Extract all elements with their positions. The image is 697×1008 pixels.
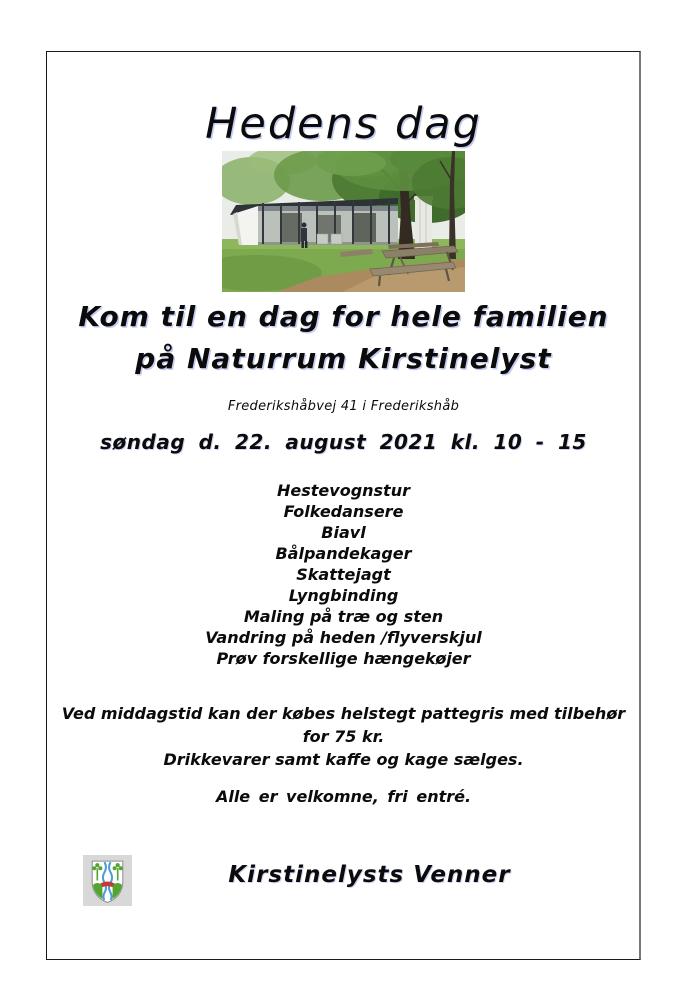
activity-item: Biavl (321, 523, 366, 542)
food-info-line3: Drikkevarer samt kaffe og kage sælges. (163, 750, 524, 769)
event-photo (222, 151, 465, 292)
activity-item: Folkedansere (283, 502, 404, 521)
activities-list (46, 480, 641, 669)
activity-item: Maling på træ og sten (243, 607, 444, 626)
activity-item: Bålpandekager (275, 544, 412, 563)
food-info-line2: for 75 kr. (302, 727, 385, 746)
pavilion-photo-illustration (222, 151, 465, 292)
food-info (46, 702, 641, 771)
event-heading-line2: på Naturrum Kirstinelyst (135, 342, 552, 375)
event-heading (46, 296, 641, 380)
event-address: Frederikshåbvej 41 i Frederikshåb (227, 399, 460, 414)
activity-item: Skattejagt (296, 565, 391, 584)
event-datetime: søndag d. 22. august 2021 kl. 10 - 15 (100, 430, 587, 454)
activity-item: Vandring på heden /flyverskjul (205, 628, 482, 647)
flyer-title: Hedens dag (205, 99, 482, 149)
activity-item: Hestevognstur (277, 481, 410, 500)
activity-item: Prøv forskellige hængekøjer (216, 649, 471, 668)
welcome-line: Alle er velkomne, fri entré. (215, 787, 472, 806)
event-heading-line1: Kom til en dag for hele familien (78, 300, 609, 333)
activity-item: Lyngbinding (288, 586, 399, 605)
organizer-name: Kirstinelysts Venner (228, 862, 511, 888)
food-info-line1: Ved middagstid kan der købes helstegt pattegris med tilbehør (61, 704, 626, 723)
